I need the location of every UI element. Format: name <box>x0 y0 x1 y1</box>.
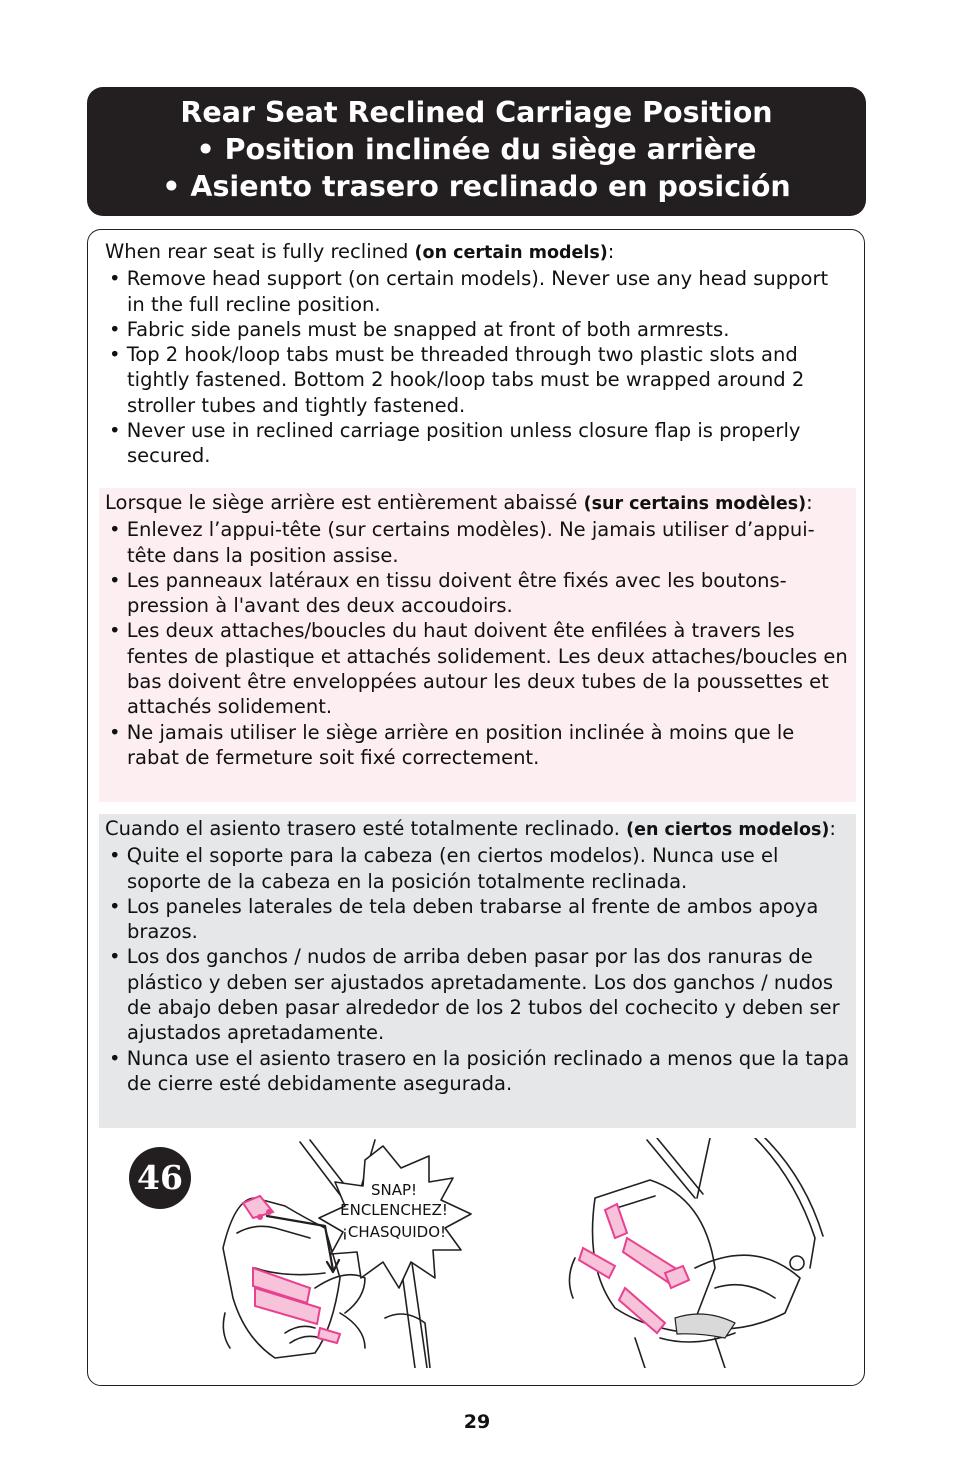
english-section <box>99 239 856 469</box>
title-banner <box>87 87 866 216</box>
french-intro-text: Lorsque le siège arrière est entièrement abaissé <box>105 491 584 514</box>
list-item: • Ne jamais utiliser le siège arrière en position inclinée à moins que le rabat de fermeture soit fixé correctement. <box>105 720 850 771</box>
list-item: • Los paneles laterales de tela deben trabarse al frente de ambos apoya brazos. <box>105 894 850 945</box>
english-intro-end: : <box>607 240 615 263</box>
english-intro-text: When rear seat is fully reclined <box>105 240 415 263</box>
title-french: • Position inclinée du siège arrière <box>196 133 757 166</box>
list-item: • Los dos ganchos / nudos de arriba deben pasar por las dos ranuras de plástico y deben ser ajustados apretadamente. Los dos ganchos / nudos de abajo deben pasar alrededor de los 2 tubos del cochecito y deben ser ajustados apretadamente. <box>105 944 850 1045</box>
page-number: 29 <box>463 1411 491 1433</box>
list-item: • Les deux attaches/boucles du haut doivent ête enfilées à travers les fentes de plastique et attachés solidement. Les deux attaches/boucles en bas doivent être enveloppées autour les deux tubes de la poussettes et attachés solidement. <box>105 618 850 719</box>
french-bullets <box>105 517 850 770</box>
french-section <box>99 488 856 802</box>
title-spanish: • Asiento trasero reclinado en posición <box>162 170 791 203</box>
list-item: • Remove head support (on certain models). Never use any head support in the full recline position. <box>105 266 850 317</box>
list-item: • Quite el soporte para la cabeza (en ciertos modelos). Nunca use el soporte de la cabeza en la posición totalmente reclinada. <box>105 843 850 894</box>
french-intro-end: : <box>806 491 813 514</box>
armrest-snap-illustration <box>215 1138 515 1368</box>
figure-number-badge: 46 <box>129 1147 191 1209</box>
spanish-bullets <box>105 843 850 1096</box>
list-item: • Nunca use el asiento trasero en la posición reclinado a menos que la tapa de cierre esté debidamente asegurada. <box>105 1046 850 1097</box>
french-intro <box>105 490 850 517</box>
spanish-intro-end: : <box>829 817 836 840</box>
english-intro <box>105 239 850 266</box>
english-bullets <box>105 266 850 468</box>
closure-flap-illustration <box>565 1138 830 1368</box>
burst-text-chasquido: ¡CHASQUIDO! <box>341 1223 447 1241</box>
list-item: • Les panneaux latéraux en tissu doivent être fixés avec les boutons-pression à l'avant des deux accoudoirs. <box>105 568 850 619</box>
english-intro-bold: (on certain models) <box>414 243 608 263</box>
list-item: • Enlevez l’appui-tête (sur certains modèles). Ne jamais utiliser d’appui-tête dans la position assise. <box>105 517 850 568</box>
list-item: • Top 2 hook/loop tabs must be threaded through two plastic slots and tightly fastened. Bottom 2 hook/loop tabs must be wrapped around 2 stroller tubes and tightly fastened. <box>105 342 850 418</box>
spanish-intro <box>105 816 850 843</box>
list-item: • Never use in reclined carriage position unless closure flap is properly secured. <box>105 418 850 469</box>
spanish-intro-text: Cuando el asiento trasero esté totalmente reclinado. <box>105 817 627 840</box>
burst-text-enclenchez: ENCLENCHEZ! <box>340 1201 448 1219</box>
french-intro-bold: (sur certains modèles) <box>583 494 807 514</box>
burst-text-snap: SNAP! <box>370 1181 418 1199</box>
spanish-intro-bold: (en ciertos modelos) <box>626 820 830 840</box>
list-item: • Fabric side panels must be snapped at front of both armrests. <box>105 317 850 342</box>
title-english: Rear Seat Reclined Carriage Position <box>180 96 773 129</box>
spanish-section <box>99 814 856 1128</box>
